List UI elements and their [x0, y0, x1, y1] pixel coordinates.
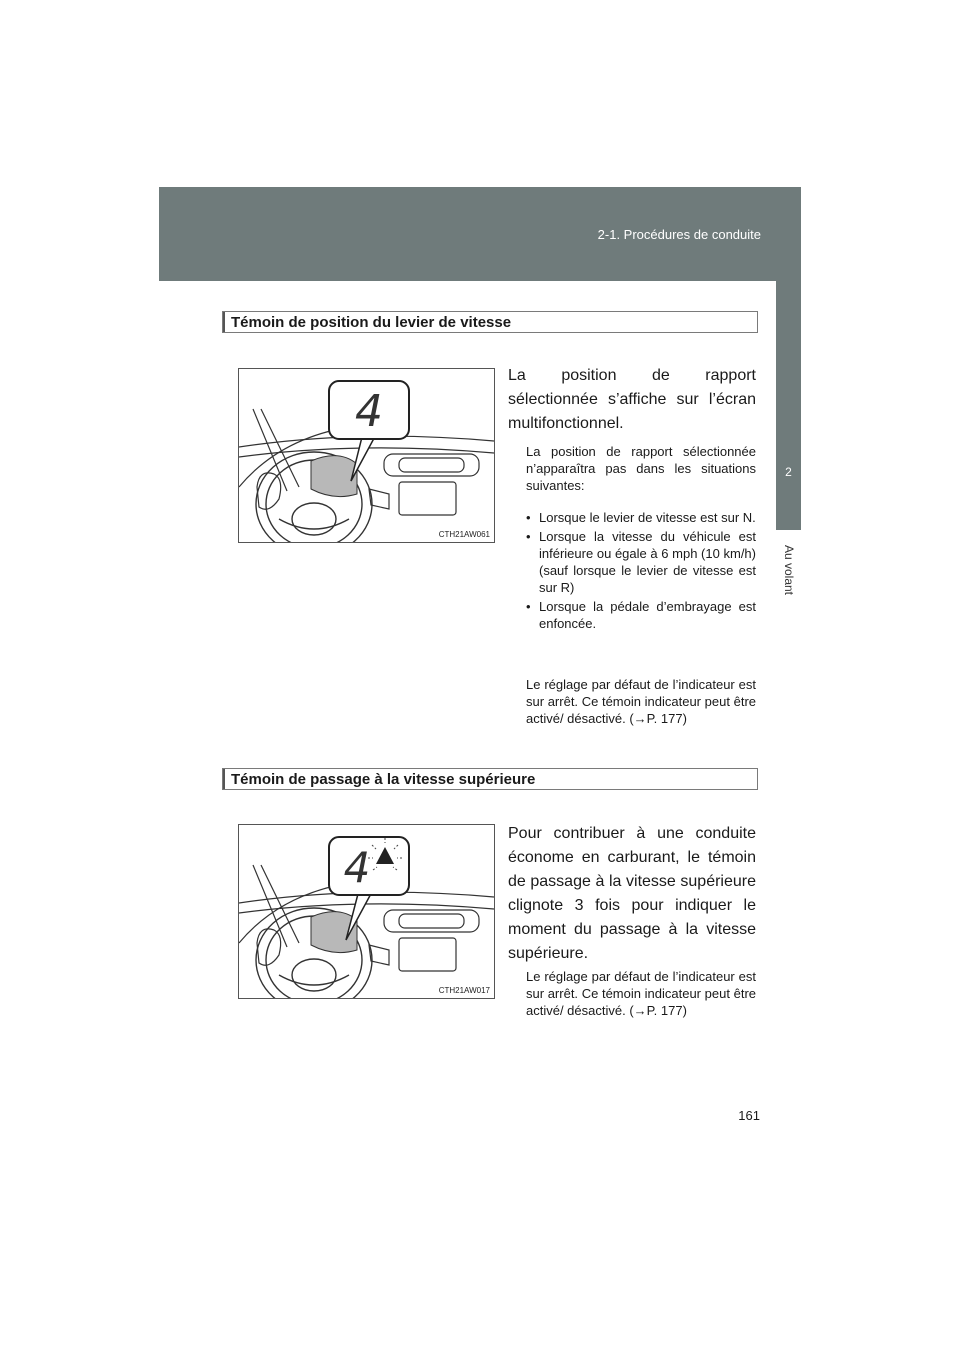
chapter-tab: [776, 435, 801, 530]
list-item: • Lorsque la pédale d’embrayage est enfoncée.: [526, 598, 756, 632]
section1-lead-text: La position de rapport sélectionnée s’affiche sur l’écran multifonctionnel.: [508, 367, 756, 432]
section2-lead-text: Pour contribuer à une conduite économe en carburant, le témoin de passage à la vitesse supérieure clignote 3 fois pour indiquer le moment du passage à la vitesse supérieure.: [508, 825, 756, 962]
list-item: • Lorsque le levier de vitesse est sur N.: [526, 509, 756, 526]
dashboard-illustration: [239, 369, 494, 542]
section1-note-intro: La position de rapport sélectionnée n’apparaîtra pas dans les situations suivantes:: [526, 444, 756, 493]
figure-code: CTH21AW061: [438, 530, 490, 539]
side-band: [776, 187, 801, 435]
section1-bullet-list: [526, 509, 756, 634]
figure-upshift-indicator: [238, 824, 495, 999]
header-section-title: 2-1. Procédures de conduite: [597, 227, 761, 242]
chapter-tab-label-text: Au volant: [781, 544, 796, 596]
section2-default-note: Le réglage par défaut de l’indicateur est sur arrêt. Ce témoin indicateur peut être activé/ désactivé. (→P. 177): [526, 969, 756, 1018]
dashboard-illustration: [239, 825, 494, 998]
list-item: • Lorsque la vitesse du véhicule est inférieure ou égale à 6 mph (10 km/h) (sauf lorsque le levier de vitesse est sur R): [526, 528, 756, 596]
gear-digit-display: 4: [343, 843, 371, 892]
figure-code: CTH21AW017: [438, 986, 490, 995]
chapter-header: [159, 187, 801, 281]
section-title-gear-position: Témoin de position du levier de vitesse: [222, 311, 758, 333]
page-number: 161: [738, 1108, 760, 1123]
section-title-upshift-indicator: Témoin de passage à la vitesse supérieure: [222, 768, 758, 790]
figure-gear-position-indicator: [238, 368, 495, 543]
section1-default-note: Le réglage par défaut de l’indicateur est sur arrêt. Ce témoin indicateur peut être activé/ désactivé. (→P. 177): [526, 677, 756, 726]
gear-digit-display: 4: [355, 386, 383, 437]
chapter-tab-number: 2: [785, 465, 792, 479]
chapter-tab-label: [770, 535, 807, 605]
